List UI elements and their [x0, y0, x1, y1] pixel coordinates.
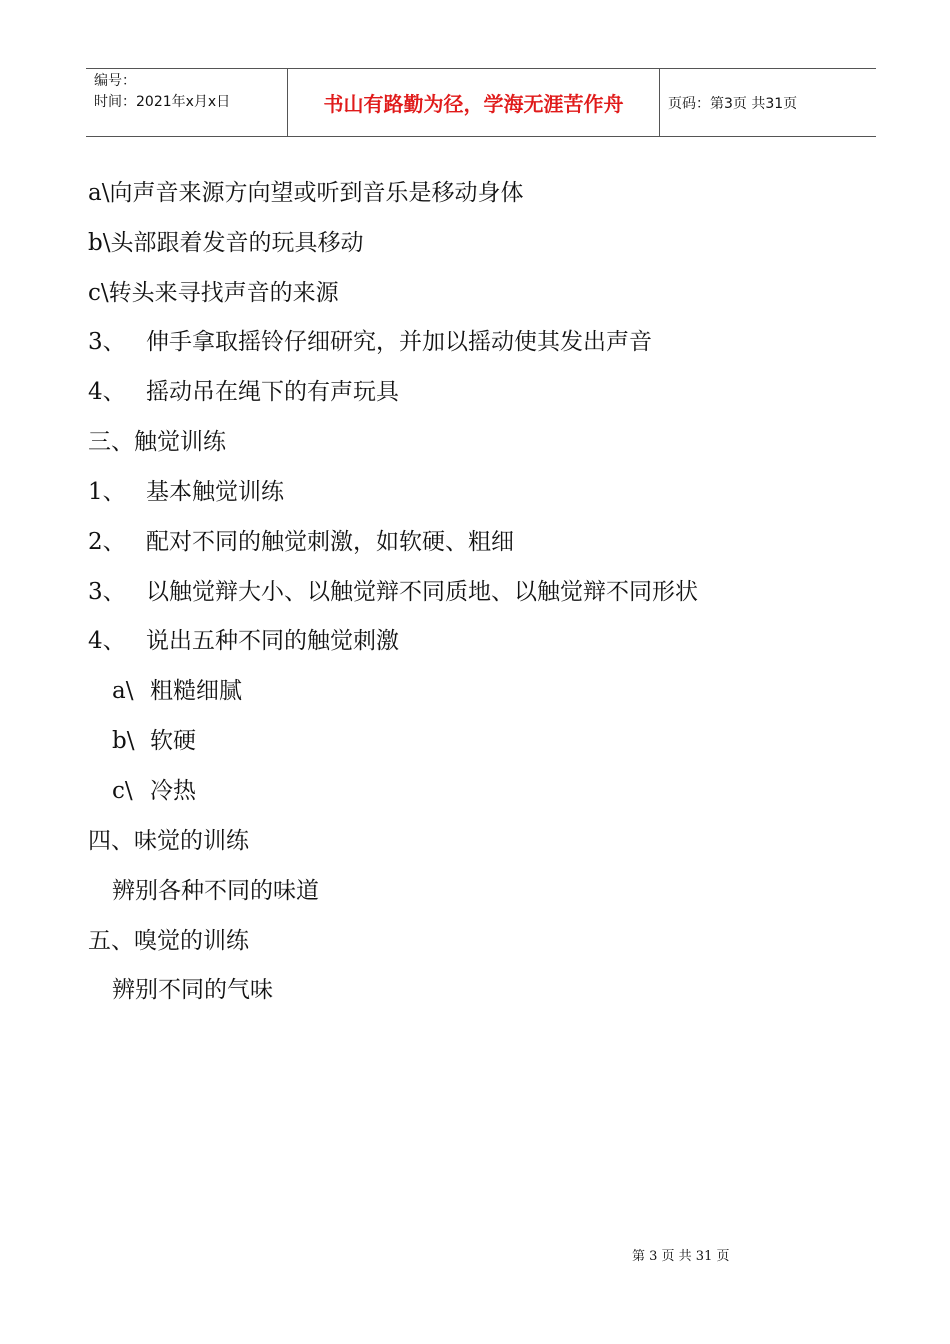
item-letter: c\	[112, 778, 133, 804]
paragraph	[112, 876, 319, 906]
item-text: 粗糙细腻	[150, 678, 242, 704]
sub-list-item	[112, 726, 196, 756]
heading-text: 五、嗅觉的训练	[88, 928, 249, 954]
page-header	[86, 68, 876, 137]
paragraph	[112, 975, 273, 1005]
item-text: 基本触觉训练	[146, 479, 284, 505]
item-text: c\转头来寻找声音的来源	[88, 280, 339, 306]
section-heading	[88, 826, 249, 856]
item-text: 冷热	[150, 778, 196, 804]
list-item	[88, 278, 339, 308]
list-item	[88, 477, 284, 507]
item-letter: a\	[112, 678, 134, 704]
heading-text: 三、触觉训练	[88, 429, 226, 455]
item-number: 3、	[88, 579, 126, 605]
item-letter: b\	[112, 728, 135, 754]
item-text: 伸手拿取摇铃仔细研究，并加以摇动使其发出声音	[146, 329, 652, 355]
list-item	[88, 228, 363, 258]
header-meta	[86, 69, 288, 136]
paragraph-text: 辨别各种不同的味道	[112, 878, 319, 904]
item-text: 以触觉辩大小、以触觉辩不同质地、以触觉辩不同形状	[146, 579, 698, 605]
section-heading	[88, 926, 249, 956]
item-text: b\头部跟着发音的玩具移动	[88, 230, 364, 256]
section-heading	[88, 427, 226, 457]
list-item	[88, 626, 399, 656]
header-motto: 书山有路勤为径，学海无涯苦作舟	[288, 69, 660, 136]
item-number: 1、	[88, 479, 126, 505]
item-number: 2、	[88, 529, 126, 555]
item-number: 4、	[88, 379, 126, 405]
paragraph-text: 辨别不同的气味	[112, 977, 273, 1003]
item-number: 4、	[88, 628, 126, 654]
list-item	[88, 527, 514, 557]
time-label: 时间：2021年x月x日	[94, 94, 231, 110]
item-text: 摇动吊在绳下的有声玩具	[146, 379, 399, 405]
sub-list-item	[112, 676, 242, 706]
item-text: 配对不同的触觉刺激，如软硬、粗细	[146, 529, 514, 555]
list-item	[88, 327, 652, 357]
item-text: 软硬	[150, 728, 196, 754]
heading-text: 四、味觉的训练	[88, 828, 249, 854]
item-text: a\向声音来源方向望或听到音乐是移动身体	[88, 180, 524, 206]
sub-list-item	[112, 776, 196, 806]
item-text: 说出五种不同的触觉刺激	[146, 628, 399, 654]
list-item	[88, 577, 698, 607]
header-page-info: 页码：第3页 共31页	[668, 95, 798, 112]
list-item	[88, 377, 399, 407]
item-number: 3、	[88, 329, 126, 355]
page-footer: 第 3 页 共 31 页	[632, 1249, 730, 1264]
serial-number-label: 编号：	[94, 73, 136, 89]
list-item	[88, 178, 523, 208]
